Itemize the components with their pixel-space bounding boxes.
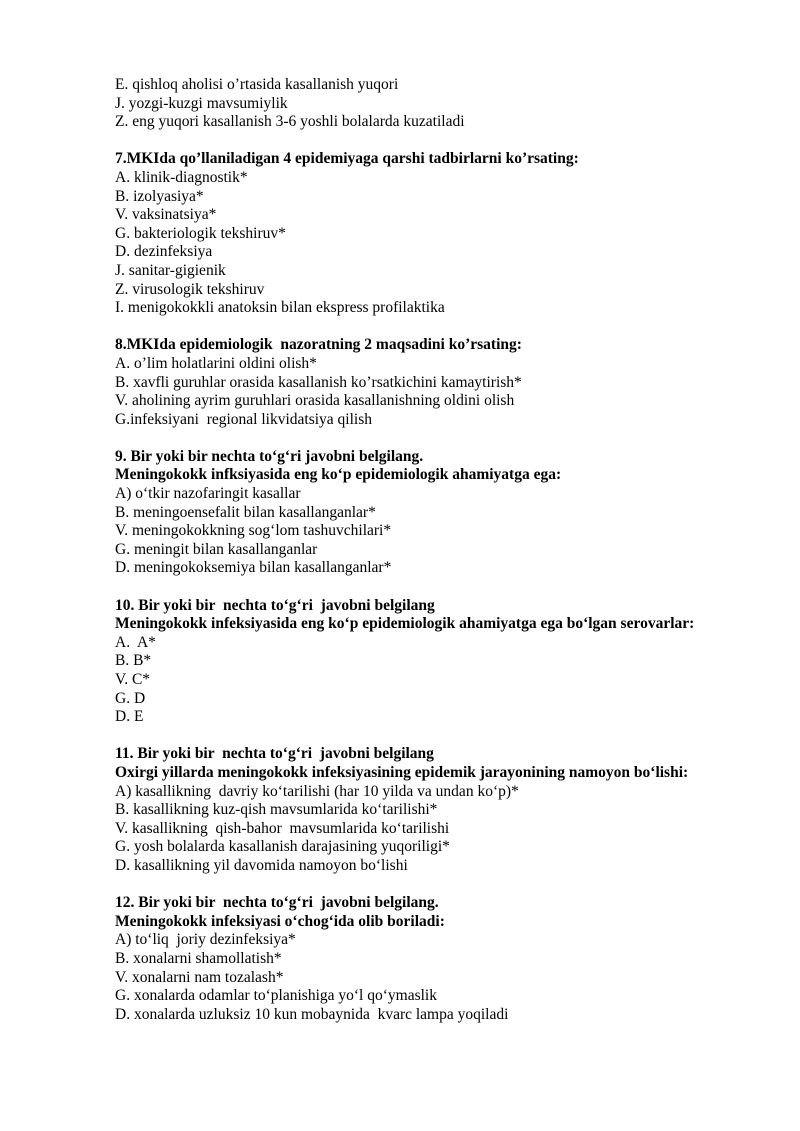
answer-option: V. vaksinatsiya* [115, 206, 217, 224]
answer-option: B. B* [115, 652, 152, 670]
question-7 [115, 150, 755, 317]
question-9 [115, 448, 755, 578]
answer-option: A. A* [115, 633, 156, 651]
answer-option: V. xonalarni nam tozalash* [115, 968, 284, 986]
question-title: 8.MKIda epidemiologik nazoratning 2 maqsadini ko’rsating: [115, 336, 522, 354]
answer-option: G.infeksiyani regional likvidatsiya qilish [115, 410, 372, 428]
answer-option: A) to‘liq joriy dezinfeksiya* [115, 931, 296, 949]
answer-option: A. o’lim holatlarini oldini olish* [115, 354, 317, 372]
answer-option: A) o‘tkir nazofaringit kasallar [115, 485, 301, 503]
answer-option: B. kasallikning kuz-qish mavsumlarida ko‘tarilishi* [115, 801, 438, 819]
answer-option: G. meningit bilan kasallanganlar [115, 540, 318, 558]
spacer [115, 727, 755, 746]
answer-option: J. sanitar-gigienik [115, 261, 226, 279]
question-8 [115, 336, 755, 429]
answer-option: G. bakteriologik tekshiruv* [115, 224, 286, 242]
answer-option: D. E [115, 708, 144, 726]
spacer [115, 578, 755, 597]
answer-option: V. kasallikning qish-bahor mavsumlarida ko‘tarilishi [115, 819, 450, 837]
spacer [115, 318, 755, 337]
question-11 [115, 745, 755, 875]
answer-option: D. meningokoksemiya bilan kasallanganlar* [115, 559, 392, 577]
question-title: 7.MKIda qo’llaniladigan 4 epidemiyaga qarshi tadbirlarni ko’rsating: [115, 150, 579, 168]
intro-line: E. qishloq aholisi o’rtasida kasallanish yuqori [115, 76, 399, 93]
intro-block [115, 76, 755, 132]
spacer [115, 429, 755, 448]
question-12 [115, 894, 755, 1024]
question-10 [115, 597, 755, 727]
answer-option: V. aholining ayrim guruhlari orasida kasallanishning oldini olish [115, 392, 515, 410]
question-instruction: 12. Bir yoki bir nechta to‘g‘ri javobni belgilang. [115, 894, 439, 912]
question-instruction: 9. Bir yoki bir nechta to‘g‘ri javobni belgilang. [115, 447, 424, 465]
answer-option: B. xonalarni shamollatish* [115, 949, 282, 967]
question-instruction: 11. Bir yoki bir nechta to‘g‘ri javobni belgilang [115, 745, 434, 763]
answer-option: V. meningokokkning sog‘lom tashuvchilari* [115, 522, 392, 540]
intro-line: Z. eng yuqori kasallanish 3-6 yoshli bolalarda kuzatiladi [115, 113, 465, 131]
answer-option: V. C* [115, 671, 151, 688]
answer-option: D. dezinfeksiya [115, 243, 213, 261]
answer-option: Z. virusologik tekshiruv [115, 280, 265, 298]
answer-option: I. menigokokkli anatoksin bilan ekspress profilaktika [115, 299, 445, 317]
answer-option: D. xonalarda uzluksiz 10 kun mobaynida kvarc lampa yoqiladi [115, 1005, 509, 1023]
answer-option: B. meningoensefalit bilan kasallanganlar* [115, 503, 376, 521]
answer-option: A. klinik-diagnostik* [115, 168, 248, 186]
question-title: Oxirgi yillarda meningokokk infeksiyasining epidemik jarayonining namoyon bo‘lishi: [115, 763, 689, 781]
answer-option: B. izolyasiya* [115, 187, 204, 205]
answer-option: G. D [115, 689, 146, 707]
question-title: Meningokokk infeksiyasi o‘chog‘ida olib boriladi: [115, 912, 445, 930]
answer-option: G. yosh bolalarda kasallanish darajasining yuqoriligi* [115, 838, 450, 856]
answer-option: G. xonalarda odamlar to‘planishiga yo‘l qo‘ymaslik [115, 987, 437, 1005]
answer-option: D. kasallikning yil davomida namoyon bo‘lishi [115, 856, 408, 874]
question-title: Meningokokk infksiyasida eng ko‘p epidemiologik ahamiyatga ega: [115, 466, 562, 484]
question-title: Meningokokk infeksiyasida eng ko‘p epidemiologik ahamiyatga ega bo‘lgan serovarlar: [115, 615, 695, 633]
question-instruction: 10. Bir yoki bir nechta to‘g‘ri javobni belgilang [115, 596, 435, 614]
document-page [115, 76, 755, 1024]
intro-line: J. yozgi-kuzgi mavsumiylik [115, 94, 288, 112]
spacer [115, 132, 755, 151]
answer-option: B. xavfli guruhlar orasida kasallanish ko’rsatkichini kamaytirish* [115, 373, 522, 391]
spacer [115, 876, 755, 895]
answer-option: A) kasallikning davriy ko‘tarilishi (har 10 yilda va undan ko‘p)* [115, 782, 519, 800]
